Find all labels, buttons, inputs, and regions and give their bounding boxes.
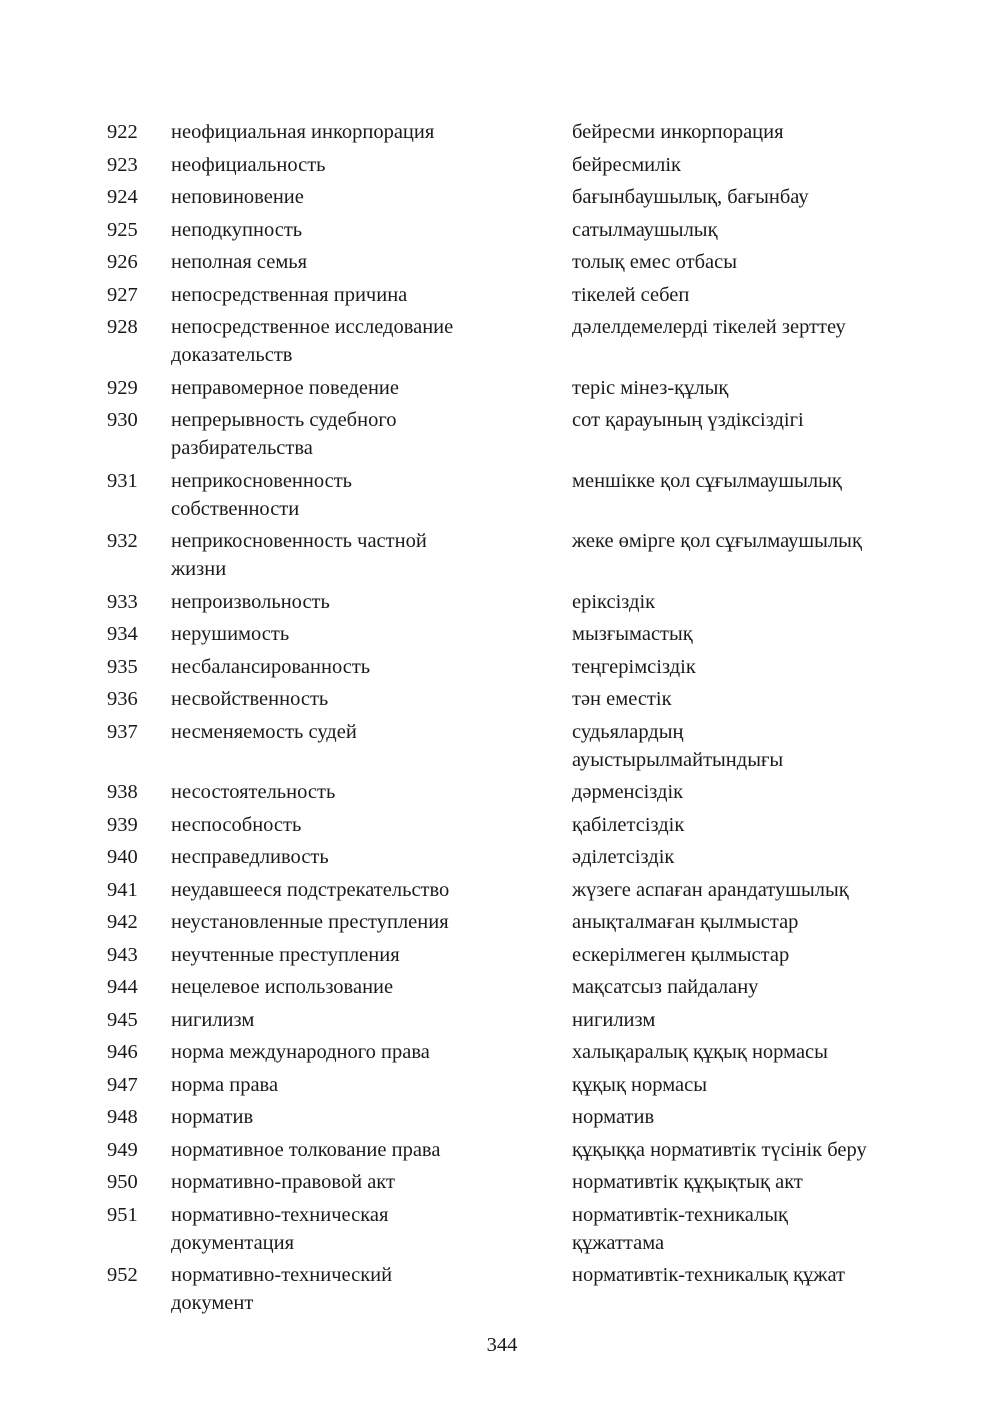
- glossary-entry: [0, 374, 1004, 407]
- entry-number: 924: [107, 186, 138, 208]
- glossary-entry: [0, 313, 1004, 374]
- kazakh-term: [572, 151, 912, 179]
- russian-term-line: неудавшееся подстрекательство: [171, 878, 450, 901]
- russian-term-line: непосредственная причина: [171, 283, 408, 306]
- russian-term-line: документация: [171, 1231, 295, 1254]
- entry-number: 925: [107, 218, 138, 241]
- entry-number: 930: [107, 409, 138, 431]
- kazakh-term-line: дәлелдемелерді тікелей зерттеу: [572, 316, 846, 338]
- glossary-entry: [0, 1006, 1004, 1039]
- russian-term: [171, 811, 551, 839]
- kazakh-term: [572, 1006, 912, 1034]
- kazakh-term: [572, 467, 912, 495]
- kazakh-term: [572, 1136, 912, 1164]
- russian-term-line: норма права: [171, 1073, 279, 1096]
- russian-term: [171, 588, 551, 616]
- entry-number: 944: [107, 976, 138, 998]
- entry-number: 927: [107, 283, 138, 306]
- glossary-entry: [0, 1038, 1004, 1071]
- kazakh-term: [572, 908, 912, 936]
- entry-number: 933: [107, 590, 138, 613]
- glossary-entry: [0, 843, 1004, 876]
- kazakh-term: [572, 216, 912, 244]
- glossary-entry: [0, 778, 1004, 811]
- kazakh-term-line: бейресмилік: [572, 153, 682, 176]
- entry-number: 926: [107, 251, 138, 273]
- kazakh-term: [572, 653, 912, 681]
- kazakh-term: [572, 281, 912, 309]
- entry-number: 931: [107, 469, 138, 492]
- russian-term: [171, 778, 551, 806]
- russian-term-line: несменяемость судей: [171, 720, 357, 743]
- glossary-entry: [0, 811, 1004, 844]
- kazakh-term: [572, 685, 912, 713]
- russian-term: [171, 941, 551, 969]
- russian-term-line: непрерывность судебного: [171, 409, 397, 431]
- kazakh-term: [572, 1201, 912, 1257]
- kazakh-term: [572, 876, 912, 904]
- kazakh-term-line: құқық нормасы: [572, 1073, 707, 1096]
- entry-number: 929: [107, 376, 138, 399]
- kazakh-term-line: нормативтік-техникалық құжат: [572, 1264, 845, 1286]
- glossary-entry: [0, 653, 1004, 686]
- russian-term-line: норма международного права: [171, 1041, 430, 1063]
- kazakh-term-line: мақсатсыз пайдалану: [572, 976, 759, 998]
- kazakh-term-line: әділетсіздік: [572, 846, 675, 868]
- russian-term-line: неподкупность: [171, 218, 303, 241]
- russian-term: [171, 183, 551, 211]
- russian-term-line: жизни: [171, 558, 227, 580]
- glossary-entry: [0, 467, 1004, 528]
- kazakh-term-line: нигилизм: [572, 1008, 656, 1031]
- russian-term: [171, 653, 551, 681]
- kazakh-term: [572, 588, 912, 616]
- glossary-entry: [0, 1071, 1004, 1104]
- glossary-entry: [0, 1201, 1004, 1262]
- russian-term: [171, 248, 551, 276]
- kazakh-term-line: судьялардың: [572, 720, 684, 743]
- russian-term-line: несбалансированность: [171, 655, 371, 678]
- russian-term-line: нецелевое использование: [171, 976, 394, 998]
- kazakh-term: [572, 843, 912, 871]
- glossary-entry: [0, 1103, 1004, 1136]
- entry-number: 940: [107, 846, 138, 868]
- russian-term-line: неприкосновенность: [171, 469, 353, 492]
- kazakh-term: [572, 941, 912, 969]
- kazakh-term: [572, 811, 912, 839]
- kazakh-term-line: меншікке қол сұғылмаушылық: [572, 469, 842, 492]
- russian-term-line: неповиновение: [171, 186, 304, 208]
- russian-term: [171, 973, 551, 1001]
- russian-term: [171, 685, 551, 713]
- glossary-entry: [0, 1261, 1004, 1322]
- russian-term-line: собственности: [171, 497, 300, 520]
- kazakh-term: [572, 374, 912, 402]
- kazakh-term: [572, 1261, 912, 1289]
- kazakh-term-line: тікелей себеп: [572, 283, 690, 306]
- kazakh-term: [572, 778, 912, 806]
- russian-term-line: неустановленные преступления: [171, 911, 449, 933]
- russian-term: [171, 908, 551, 936]
- kazakh-term-line: бейресми инкорпорация: [572, 121, 784, 143]
- russian-term: [171, 1038, 551, 1066]
- entry-number: 943: [107, 943, 138, 966]
- kazakh-term-line: дәрменсіздік: [572, 781, 684, 803]
- russian-term-line: несостоятельность: [171, 781, 336, 803]
- russian-term: [171, 527, 551, 583]
- russian-term-line: неправомерное поведение: [171, 376, 399, 399]
- russian-term: [171, 1006, 551, 1034]
- entry-number: 952: [107, 1264, 138, 1286]
- kazakh-term-line: ескерілмеген қылмыстар: [572, 943, 790, 966]
- kazakh-term-line: қабілетсіздік: [572, 813, 685, 836]
- glossary-entry: [0, 588, 1004, 621]
- russian-term: [171, 1071, 551, 1099]
- glossary-entry: [0, 685, 1004, 718]
- russian-term-line: неполная семья: [171, 251, 308, 273]
- entry-number: 946: [107, 1041, 138, 1063]
- glossary-entry: [0, 118, 1004, 151]
- russian-term: [171, 216, 551, 244]
- kazakh-term: [572, 118, 912, 146]
- kazakh-term: [572, 973, 912, 1001]
- russian-term-line: непосредственное исследование: [171, 316, 454, 338]
- glossary-entries: [0, 118, 1004, 1322]
- russian-term-line: нормативно-технический: [171, 1264, 393, 1286]
- entry-number: 937: [107, 720, 138, 743]
- glossary-entry: [0, 527, 1004, 588]
- entry-number: 947: [107, 1073, 138, 1096]
- kazakh-term-line: анықталмаған қылмыстар: [572, 911, 799, 933]
- kazakh-term-line: толық емес отбасы: [572, 251, 738, 273]
- kazakh-term: [572, 406, 912, 434]
- kazakh-term: [572, 1071, 912, 1099]
- glossary-entry: [0, 973, 1004, 1006]
- glossary-entry: [0, 281, 1004, 314]
- glossary-entry: [0, 1136, 1004, 1169]
- glossary-entry: [0, 908, 1004, 941]
- russian-term: [171, 1261, 551, 1317]
- russian-term-line: неофициальная инкорпорация: [171, 121, 435, 143]
- kazakh-term-line: сатылмаушылық: [572, 218, 718, 241]
- kazakh-term: [572, 718, 912, 774]
- glossary-entry: [0, 406, 1004, 467]
- kazakh-term-line: тән еместік: [572, 688, 672, 710]
- russian-term: [171, 876, 551, 904]
- glossary-entry: [0, 718, 1004, 779]
- russian-term: [171, 313, 551, 369]
- russian-term: [171, 406, 551, 462]
- russian-term: [171, 151, 551, 179]
- entry-number: 939: [107, 813, 138, 836]
- russian-term-line: неофициальность: [171, 153, 326, 176]
- kazakh-term-line: бағынбаушылық, бағынбау: [572, 186, 809, 208]
- entry-number: 923: [107, 153, 138, 176]
- russian-term-line: документ: [171, 1292, 254, 1314]
- kazakh-term: [572, 527, 912, 555]
- entry-number: 922: [107, 121, 138, 143]
- entry-number: 935: [107, 655, 138, 678]
- glossary-entry: [0, 151, 1004, 184]
- kazakh-term: [572, 183, 912, 211]
- entry-number: 945: [107, 1008, 138, 1031]
- glossary-entry: [0, 183, 1004, 216]
- page-number: 344: [486, 1334, 518, 1356]
- russian-term: [171, 843, 551, 871]
- kazakh-term-line: құжаттама: [572, 1231, 665, 1254]
- russian-term-line: нормативное толкование права: [171, 1138, 441, 1161]
- entry-number: 936: [107, 688, 138, 710]
- kazakh-term: [572, 313, 912, 341]
- russian-term-line: неучтенные преступления: [171, 943, 400, 966]
- russian-term: [171, 718, 551, 746]
- russian-term-line: нормативно-правовой акт: [171, 1171, 395, 1193]
- glossary-entry: [0, 941, 1004, 974]
- entry-number: 941: [107, 878, 138, 901]
- kazakh-term-line: халықаралық құқық нормасы: [572, 1041, 828, 1063]
- russian-term-line: несвойственность: [171, 688, 329, 710]
- russian-term-line: нормативно-техническая: [171, 1203, 389, 1226]
- russian-term-line: норматив: [171, 1106, 254, 1128]
- glossary-entry: [0, 1168, 1004, 1201]
- kazakh-term-line: сот қарауының үздіксіздігі: [572, 409, 804, 431]
- russian-term: [171, 1136, 551, 1164]
- glossary-entry: [0, 876, 1004, 909]
- kazakh-term: [572, 1038, 912, 1066]
- entry-number: 950: [107, 1171, 138, 1193]
- kazakh-term: [572, 248, 912, 276]
- glossary-entry: [0, 216, 1004, 249]
- entry-number: 942: [107, 911, 138, 933]
- entry-number: 948: [107, 1106, 138, 1128]
- kazakh-term: [572, 1168, 912, 1196]
- kazakh-term-line: теріс мінез-құлық: [572, 376, 729, 399]
- kazakh-term-line: ауыстырылмайтындығы: [572, 748, 784, 771]
- kazakh-term: [572, 1103, 912, 1131]
- russian-term: [171, 620, 551, 648]
- russian-term-line: разбирательства: [171, 437, 313, 459]
- kazakh-term-line: жүзеге аспаған арандатушылық: [572, 878, 849, 901]
- russian-term: [171, 1103, 551, 1131]
- russian-term-line: нерушимость: [171, 623, 290, 645]
- russian-term-line: непроизвольность: [171, 590, 330, 613]
- russian-term: [171, 467, 551, 523]
- russian-term-line: нигилизм: [171, 1008, 255, 1031]
- russian-term: [171, 118, 551, 146]
- glossary-entry: [0, 248, 1004, 281]
- entry-number: 938: [107, 781, 138, 803]
- entry-number: 928: [107, 316, 138, 338]
- entry-number: 932: [107, 530, 138, 552]
- russian-term: [171, 374, 551, 402]
- russian-term-line: неприкосновенность частной: [171, 530, 427, 552]
- kazakh-term-line: мызғымастық: [572, 623, 693, 645]
- russian-term-line: неспособность: [171, 813, 302, 836]
- kazakh-term-line: нормативтік-техникалық: [572, 1203, 788, 1226]
- kazakh-term-line: теңгерімсіздік: [572, 655, 696, 678]
- russian-term: [171, 1168, 551, 1196]
- kazakh-term-line: нормативтік құқықтық акт: [572, 1171, 803, 1193]
- kazakh-term-line: еріксіздік: [572, 590, 656, 613]
- kazakh-term-line: құқыққа нормативтік түсінік беру: [572, 1138, 867, 1161]
- entry-number: 951: [107, 1203, 138, 1226]
- russian-term: [171, 281, 551, 309]
- russian-term: [171, 1201, 551, 1257]
- entry-number: 949: [107, 1138, 138, 1161]
- russian-term-line: доказательств: [171, 344, 293, 366]
- kazakh-term-line: жеке өмірге қол сұғылмаушылық: [572, 530, 862, 552]
- entry-number: 934: [107, 623, 138, 645]
- russian-term-line: несправедливость: [171, 846, 329, 868]
- kazakh-term-line: норматив: [572, 1106, 655, 1128]
- glossary-entry: [0, 620, 1004, 653]
- kazakh-term: [572, 620, 912, 648]
